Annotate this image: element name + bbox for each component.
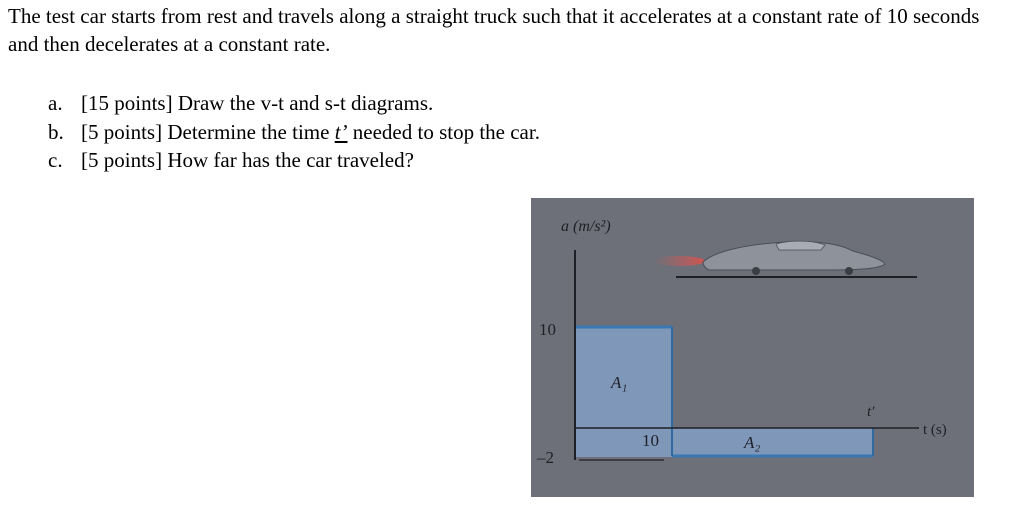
y-tick-minus2: –2 bbox=[537, 448, 554, 467]
part-label: a. bbox=[48, 91, 63, 115]
area-a1-label: A₁ bbox=[611, 373, 628, 392]
y-tick-10: 10 bbox=[539, 320, 556, 339]
part-label: b. bbox=[48, 119, 64, 144]
x-tick-10: 10 bbox=[642, 431, 659, 450]
time-symbol: t’ bbox=[334, 119, 348, 144]
question-part-c bbox=[48, 146, 540, 175]
y-axis-label: a (m/s²) bbox=[561, 218, 611, 235]
question-part-a bbox=[48, 89, 540, 118]
acceleration-time-figure bbox=[531, 198, 974, 497]
t-prime-label: t′ bbox=[867, 404, 875, 420]
at-graph bbox=[531, 198, 974, 497]
question-part-b bbox=[48, 118, 540, 147]
part-text: [15 points] Draw the v-t and s-t diagrams. bbox=[81, 91, 434, 115]
part-text: [5 points] How far has the car traveled? bbox=[81, 148, 414, 172]
area-a2 bbox=[672, 428, 873, 456]
part-label: c. bbox=[48, 148, 63, 172]
part-text-end: needed to stop the car. bbox=[347, 119, 540, 144]
question-list bbox=[48, 89, 540, 175]
problem-statement: The test car starts from rest and travels along a straight truck such that it accelerates at a constant rate of 10 seconds and then decelerates at a constant rate. bbox=[8, 4, 980, 56]
area-a2-label: A₂ bbox=[744, 433, 761, 452]
part-text: [5 points] Determine the time bbox=[81, 119, 335, 144]
x-axis-label: t (s) bbox=[923, 422, 947, 438]
rocket-car-icon bbox=[653, 241, 917, 277]
